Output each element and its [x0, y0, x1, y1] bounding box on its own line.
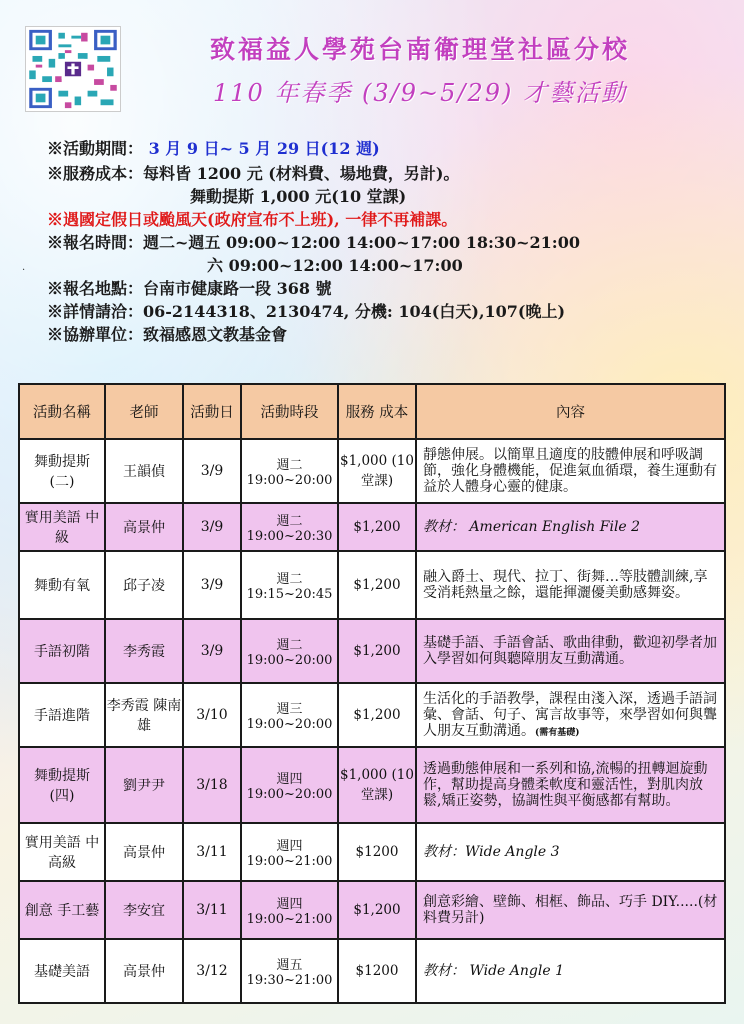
qr-code-icon: [26, 27, 120, 111]
content-cell: [416, 747, 725, 823]
fee-cell: $1,200: [338, 881, 416, 939]
content-cell: [416, 619, 725, 683]
register-label: ※報名時間：: [47, 233, 144, 252]
time-cell: 週二 19:00~20:00: [241, 439, 338, 503]
register-value: 週二~週五 09:00~12:00 14:00~17:00 18:30~21:00: [143, 233, 580, 252]
cost-line-2: 舞動提斯 1,000 元(10 堂課): [190, 187, 407, 206]
teacher-cell: 劉尹尹: [105, 747, 183, 823]
content-cell: [416, 551, 725, 619]
teacher-cell: 高景仲: [105, 823, 183, 881]
content-text: 透過動態伸展和一系列和協,流暢的扭轉迴旋動作，幫助提高身體柔軟度和靈活性，對肌肉放鬆,矯正姿勢，協調性與平衡感都有幫助。: [423, 760, 708, 810]
table-row: [19, 503, 725, 551]
teacher-cell: 高景仲: [105, 503, 183, 551]
cost-value: 每料皆 1200 元 (材料費、場地費，另計)。: [143, 164, 460, 183]
content-cell: [416, 503, 725, 551]
table-row: [19, 619, 725, 683]
content-text: 創意彩繪、壁飾、相框、飾品、巧手 DIY.....(材料費另計): [423, 893, 718, 926]
fee-cell: $1,000 (10 堂課): [338, 747, 416, 823]
fee-cell: $1,200: [338, 551, 416, 619]
date-cell: 3/10: [183, 683, 241, 747]
table-row: [19, 747, 725, 823]
stray-dot: .: [22, 262, 26, 273]
table-row: [19, 683, 725, 747]
activity-name-cell: 手語初階: [19, 619, 105, 683]
teacher-cell: 李安宜: [105, 881, 183, 939]
time-cell: 週五 19:30~21:00: [241, 939, 338, 1003]
activity-name-cell: 手語進階: [19, 683, 105, 747]
fee-cell: $1,000 (10 堂課): [338, 439, 416, 503]
header-fee: 服務 成本: [338, 384, 416, 439]
place-line: [47, 276, 332, 299]
qr-code: [25, 26, 121, 112]
time-cell: 週四 19:00~21:00: [241, 823, 338, 881]
content-note: (需有基礎): [535, 728, 580, 739]
content-text: 教材： American English File 2: [423, 518, 641, 535]
page-title: 致福益人學苑台南衛理堂社區分校: [209, 35, 630, 64]
activity-name-cell: 實用美語 中級: [19, 503, 105, 551]
table-header-row: [19, 384, 725, 439]
time-cell: 週二 19:15~20:45: [241, 551, 338, 619]
date-cell: 3/11: [183, 823, 241, 881]
content-cell: [416, 823, 725, 881]
teacher-cell: 高景仲: [105, 939, 183, 1003]
table-row: [19, 881, 725, 939]
fee-cell: $1,200: [338, 503, 416, 551]
content-cell: [416, 439, 725, 503]
header-content: 內容: [416, 384, 725, 439]
fee-cell: $1,200: [338, 619, 416, 683]
schedule-table: [18, 383, 726, 1004]
fee-cell: $1200: [338, 939, 416, 1003]
time-cell: 週四 19:00~20:00: [241, 747, 338, 823]
contact-line: [47, 299, 565, 322]
date-cell: 3/11: [183, 881, 241, 939]
content-text: 教材： Wide Angle 1: [423, 962, 564, 979]
org-label: ※協辦單位：: [47, 325, 144, 344]
content-text: 生活化的手語教學，課程由淺入深，透過手語詞彙、會話、句子、寓言故事等，來學習如何與聾人朋友互動溝通。: [423, 690, 717, 740]
fee-cell: $1,200: [338, 683, 416, 747]
header-activity: 活動名稱: [19, 384, 105, 439]
teacher-cell: 李秀霞: [105, 619, 183, 683]
contact-value: 06-2144318、2130474, 分機: 104(白天),107(晚上): [143, 302, 566, 321]
content-cell: [416, 881, 725, 939]
content-text: 基礎手語、手語會話、歌曲律動，歡迎初學者加入學習如何與聽障朋友互動溝通。: [423, 634, 717, 667]
table-row: [19, 823, 725, 881]
content-text: 融入爵士、現代、拉丁、街舞…等肢體訓練,享受消耗熱量之餘，還能揮灑優美動感舞姿。: [423, 568, 708, 601]
date-cell: 3/9: [183, 503, 241, 551]
date-cell: 3/12: [183, 939, 241, 1003]
notice-line: ※遇國定假日或颱風天(政府宣布不上班), 一律不再補課。: [47, 210, 458, 229]
page-subtitle: 110 年春季 (3/9~5/29) 才藝活動: [212, 79, 628, 107]
teacher-cell: 李秀霞 陳南雄: [105, 683, 183, 747]
header-time: 活動時段: [241, 384, 338, 439]
fee-cell: $1200: [338, 823, 416, 881]
table-row: [19, 939, 725, 1003]
activity-name-cell: 創意 手工藝: [19, 881, 105, 939]
table-row: [19, 551, 725, 619]
period-line: [47, 136, 380, 159]
date-cell: 3/9: [183, 551, 241, 619]
content-text: 教材：Wide Angle 3: [423, 843, 560, 860]
header-teacher: 老師: [105, 384, 183, 439]
content-text: 靜態伸展。以簡單且適度的肢體伸展和呼吸調節，強化身體機能，促進氣血循環，養生運動有益於人體身心靈的健康。: [423, 446, 717, 496]
activity-name-cell: 舞動有氧: [19, 551, 105, 619]
content-cell: [416, 683, 725, 747]
date-cell: 3/9: [183, 439, 241, 503]
time-cell: 週二 19:00~20:30: [241, 503, 338, 551]
register-line: [47, 230, 580, 253]
activity-name-cell: 基礎美語: [19, 939, 105, 1003]
activity-name-cell: 舞動提斯 (四): [19, 747, 105, 823]
place-label: ※報名地點：: [47, 279, 144, 298]
teacher-cell: 邱子凌: [105, 551, 183, 619]
date-cell: 3/18: [183, 747, 241, 823]
time-cell: 週四 19:00~21:00: [241, 881, 338, 939]
period-label: ※活動期間：: [47, 139, 144, 158]
content-cell: [416, 939, 725, 1003]
period-value: 3 月 9 日~ 5 月 29 日(12 週): [148, 139, 380, 158]
cost-label: ※服務成本：: [47, 164, 144, 183]
place-value: 台南市健康路一段 368 號: [143, 279, 332, 298]
org-value: 致福感恩文教基金會: [143, 325, 288, 344]
org-line: [47, 322, 287, 345]
time-cell: 週三 19:00~20:00: [241, 683, 338, 747]
cost-line: [47, 161, 459, 184]
register-line-2: 六 09:00~12:00 14:00~17:00: [207, 256, 463, 275]
time-cell: 週二 19:00~20:00: [241, 619, 338, 683]
activity-name-cell: 實用美語 中高級: [19, 823, 105, 881]
contact-label: ※詳情請洽：: [47, 302, 144, 321]
table-row: [19, 439, 725, 503]
header-date: 活動日: [183, 384, 241, 439]
teacher-cell: 王韻偵: [105, 439, 183, 503]
activity-name-cell: 舞動提斯 (二): [19, 439, 105, 503]
date-cell: 3/9: [183, 619, 241, 683]
